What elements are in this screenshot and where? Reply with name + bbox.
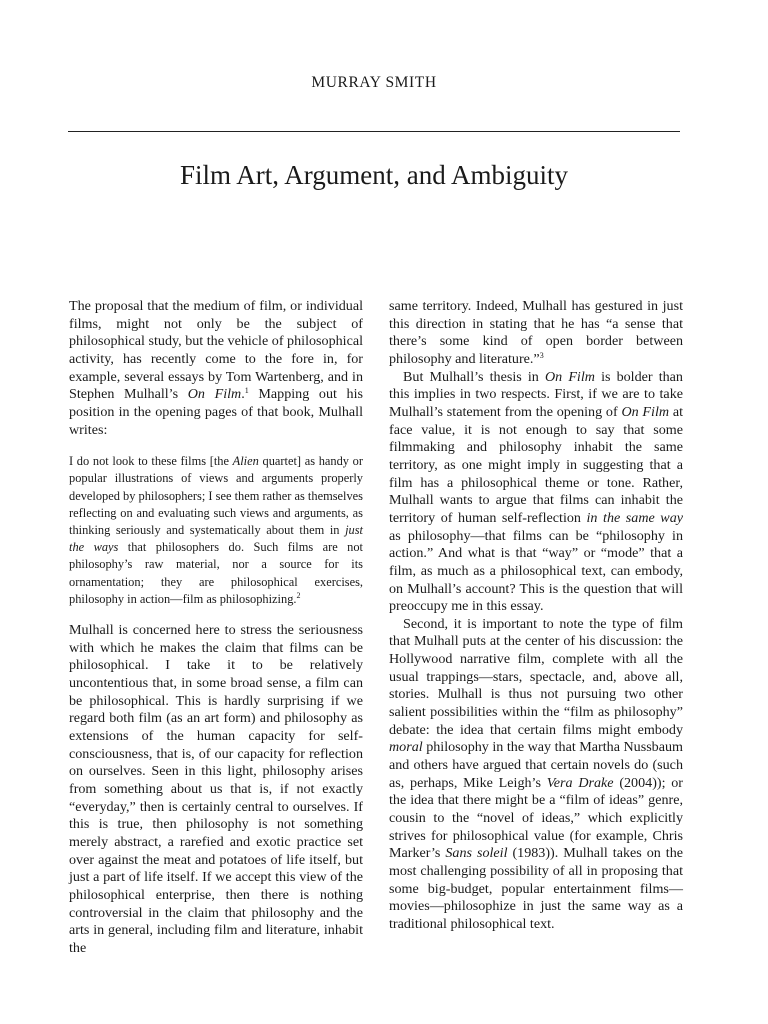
italic-title: On Film [187, 386, 242, 403]
header-rule [68, 131, 680, 132]
left-column [69, 298, 363, 958]
paragraph: Second, it is important to note the type of film that Mulhall puts at the center of his discussion: the Hollywood narrative film, complete with all the usual trappings—stars, spectacle, and, above all, stories. Mulhall is thus not pursuing two other salient possibilities within the “film as philosophy” debate: the idea that certain films might embody moral philosophy in the way that Martha Nussbaum and others have argued that certain novels do (such as, perhaps, Mike Leigh’s Vera Drake (2004)); or the idea that there might be a “film of ideas” genre, cousin to the “novel of ideas,” which explicitly strives for philosophical value (for example, Chris Marker’s Sans soleil (1983)). Mulhall takes on the most challenging possibility of all in proposing that some big-budget, popular entertainment films—movies—philosophize in just the same way as a traditional philosophical text. [389, 615, 684, 932]
paragraph: But Mulhall’s thesis in On Film is bolder than this implies in two respects. First, if we are to take Mulhall’s statement from the opening of On Film at face value, it is not enough to say that some filmmaking and philosophy inhabit the same territory, as one might imply in suggesting that a film has a philosophical theme or tone. Rather, Mulhall wants to argue that films can inhabit the territory of human self-reflection in the same way as philosophy—that films can be “philosophy in action.” And what is that “way” or “mode” that a film, as much as a philosophical text, can embody, on Mulhall’s account? This is the question that will preoccupy me in this essay. [389, 368, 684, 615]
right-column [389, 298, 683, 934]
paragraph: Mulhall is concerned here to stress the seriousness with which he makes the claim that films can be philosophical. I take it to be relatively uncontentious that, in some broad sense, a film can be philosophical. This is hardly surprising if we regard both film (as an art form) and philosophy as extensions of the human capacity for self-consciousness, that is, of our capacity for reflection on ourselves. Seen in this light, philosophy arises from something about us that is, if not exactly “everyday,” then is certainly central to ourselves. If this is true, then philosophy is not something merely abstract, a rarefied and exotic practice set over against the meat and potatoes of life itself, but just a part of life itself. If we accept this view of the philosophical enterprise, then there is nothing controversial in the claim that philosophy and the arts in general, including film and literature, inhabit the [69, 622, 363, 956]
block-quote: I do not look to these films [the Alien quartet] as handy or popular illustrations of views and arguments properly developed by philosophers; I see them rather as themselves reflecting on and evaluating such views and arguments, as thinking seriously and systematically about them in just the ways that philosophers do. Such films are not philosophy’s raw material, nor a source for its ornamentation; they are philosophical exercises, philosophy in action—film as philosophizing.$^2$ [69, 454, 364, 606]
footnote-marker: 2 [296, 590, 301, 600]
footnote-marker: 3 [539, 350, 544, 360]
paragraph: The proposal that the medium of film, or individual films, might not only be the subject of philosophical study, but the vehicle of philosophical activity, has recently come to the fore in, for example, several essays by Tom Wartenberg, and in Stephen Mulhall’s On Film.$^1$ Mapping out his position in the opening pages of that book, Mulhall writes: [69, 298, 363, 438]
article-title: Film Art, Argument, and Ambiguity [179, 160, 569, 190]
paragraph: same territory. Indeed, Mulhall has gestured in just this direction in stating that he has “a sense that there’s some kind of open border between philosophy and literature.”$^3$ [389, 298, 683, 367]
author-name: MURRAY SMITH [311, 74, 437, 91]
footnote-marker: 1 [244, 386, 249, 396]
